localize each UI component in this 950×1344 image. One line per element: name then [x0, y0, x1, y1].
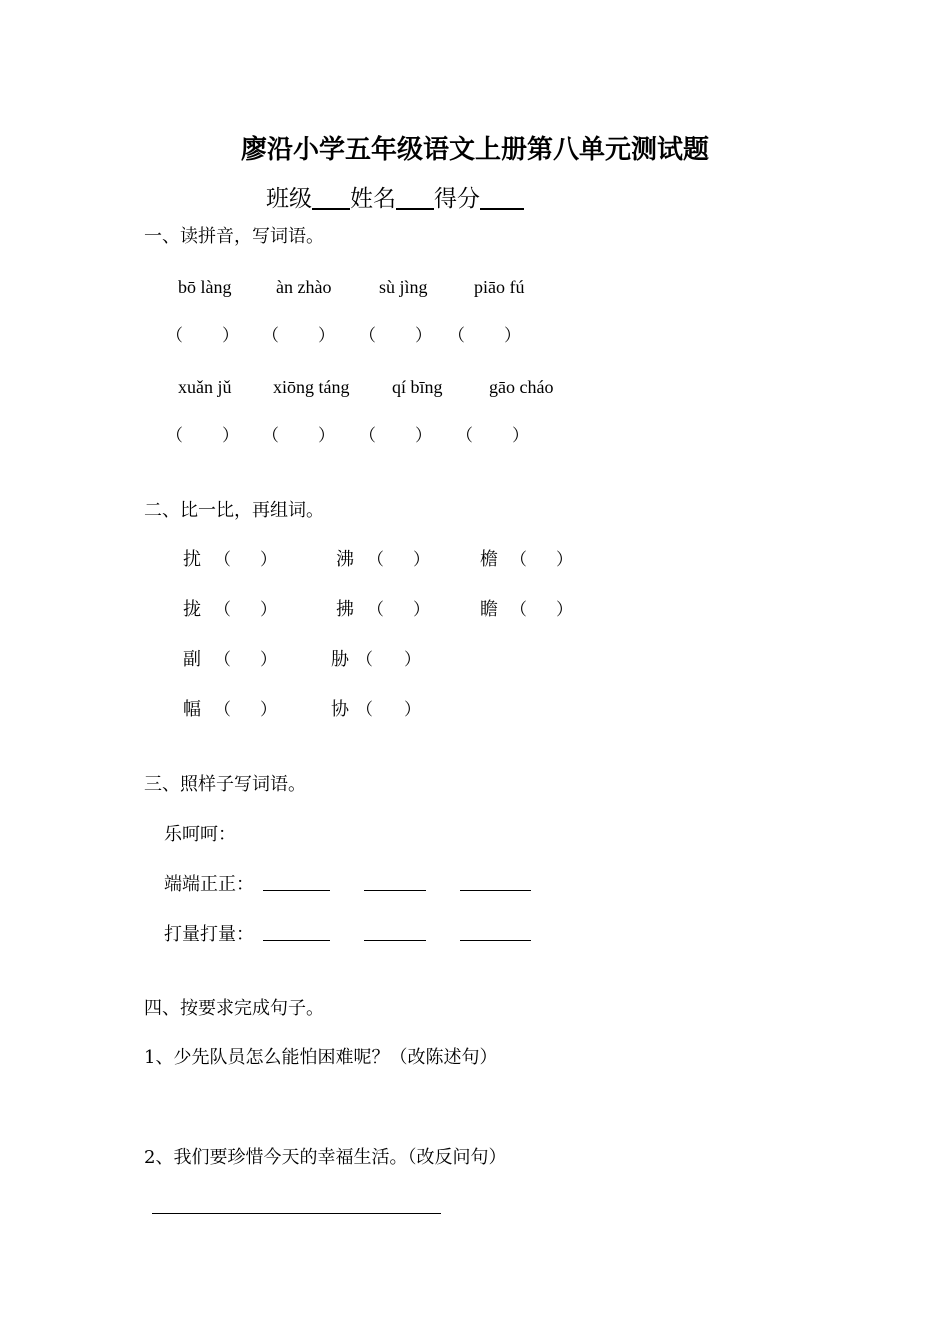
- page-title: 廖沿小学五年级语文上册第八单元测试题: [240, 135, 709, 165]
- paren-open: （: [510, 550, 527, 570]
- paren-close: ）: [413, 550, 430, 570]
- paren-open: （: [367, 550, 384, 570]
- question-1: 1、少先队员怎么能怕困难呢？（改陈述句）: [144, 1047, 498, 1068]
- paren-close: ）: [318, 326, 335, 346]
- paren-open: （: [356, 700, 373, 720]
- example-word: 乐呵呵：: [164, 824, 236, 845]
- compare-char: 副: [183, 649, 201, 670]
- paren-close: ）: [404, 700, 421, 720]
- pattern-label-1: 端端正正：: [164, 874, 254, 895]
- compare-char: 幅: [183, 699, 201, 720]
- paren-open: （: [367, 600, 384, 620]
- paren-open: （: [262, 326, 279, 346]
- pinyin-word: xuǎn jǔ: [178, 377, 232, 397]
- paren-close: ）: [504, 326, 521, 346]
- paren-open: （: [456, 426, 473, 446]
- score-label: 得分: [434, 186, 480, 212]
- paren-open: （: [510, 600, 527, 620]
- pinyin-word: bō làng: [178, 277, 232, 297]
- answer-line[interactable]: [364, 890, 426, 891]
- section4-heading: 四、按要求完成句子。: [144, 998, 324, 1019]
- compare-char: 拂: [336, 599, 354, 620]
- section1-heading: 一、读拼音，写词语。: [144, 226, 324, 247]
- paren-close: ）: [260, 600, 277, 620]
- paren-close: ）: [260, 700, 277, 720]
- paren-close: ）: [556, 550, 573, 570]
- paren-close: ）: [415, 426, 432, 446]
- pinyin-word: qí bīng: [392, 377, 443, 397]
- compare-char: 瞻: [480, 599, 498, 620]
- paren-open: （: [214, 600, 231, 620]
- score-blank[interactable]: [480, 182, 524, 210]
- answer-line[interactable]: [152, 1213, 441, 1214]
- paren-close: ）: [413, 600, 430, 620]
- paren-open: （: [214, 550, 231, 570]
- paren-close: ）: [512, 426, 529, 446]
- answer-line[interactable]: [460, 890, 531, 891]
- paren-close: ）: [404, 650, 421, 670]
- name-blank[interactable]: [396, 182, 434, 210]
- paren-close: ）: [222, 426, 239, 446]
- student-info-line: [266, 182, 524, 216]
- pattern-label-2: 打量打量：: [164, 924, 254, 945]
- paren-close: ）: [260, 550, 277, 570]
- section2-heading: 二、比一比，再组词。: [144, 500, 324, 521]
- paren-open: （: [166, 326, 183, 346]
- paren-open: （: [356, 650, 373, 670]
- question-2: 2、我们要珍惜今天的幸福生活。（改反问句）: [144, 1147, 507, 1168]
- compare-char: 檐: [480, 549, 498, 570]
- class-blank[interactable]: [312, 182, 350, 210]
- paren-open: （: [359, 426, 376, 446]
- compare-char: 拢: [183, 599, 201, 620]
- paren-open: （: [214, 700, 231, 720]
- pinyin-word: àn zhào: [276, 277, 332, 297]
- paren-close: ）: [222, 326, 239, 346]
- answer-line[interactable]: [263, 940, 330, 941]
- paren-open: （: [214, 650, 231, 670]
- paren-open: （: [166, 426, 183, 446]
- name-label: 姓名: [350, 186, 396, 212]
- answer-line[interactable]: [364, 940, 426, 941]
- paren-open: （: [262, 426, 279, 446]
- pinyin-word: sù jìng: [379, 277, 428, 297]
- pinyin-word: piāo fú: [474, 277, 525, 297]
- answer-line[interactable]: [460, 940, 531, 941]
- compare-char: 协: [331, 699, 349, 720]
- paren-close: ）: [556, 600, 573, 620]
- class-label: 班级: [266, 186, 312, 212]
- compare-char: 胁: [331, 649, 349, 670]
- compare-char: 沸: [336, 549, 354, 570]
- answer-line[interactable]: [263, 890, 330, 891]
- paren-close: ）: [318, 426, 335, 446]
- paren-close: ）: [260, 650, 277, 670]
- paren-open: （: [448, 326, 465, 346]
- pinyin-word: gāo cháo: [489, 377, 554, 397]
- pinyin-word: xiōng táng: [273, 377, 350, 397]
- compare-char: 扰: [183, 549, 201, 570]
- section3-heading: 三、照样子写词语。: [144, 774, 306, 795]
- paren-open: （: [359, 326, 376, 346]
- paren-close: ）: [415, 326, 432, 346]
